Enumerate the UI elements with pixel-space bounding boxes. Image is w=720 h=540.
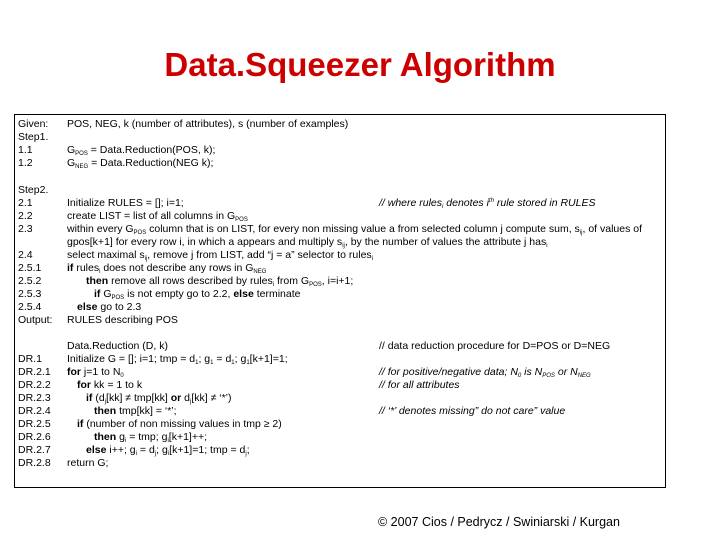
label-given: Given:	[18, 118, 49, 130]
step-2-3-text-cont: gpos[k+1] for every row i, in which a appears and multiply $s_{ij}$, by the number of values the attribute j has$_i$	[67, 236, 548, 249]
label-2-4: 2.4	[18, 249, 33, 261]
given-text: POS, NEG, k (number of attributes), s (number of examples)	[67, 118, 349, 130]
label-step2: Step2.	[18, 184, 49, 196]
label-2-5-4: 2.5.4	[18, 301, 42, 313]
step-2-2-text: create LIST = list of all columns in $G_{POS}$	[67, 210, 248, 223]
label-2-5-3: 2.5.3	[18, 288, 42, 300]
dr2-7-text: then $g_i$ = tmp; $g_i[k+1]++$;	[94, 431, 208, 444]
label-1-1: 1.1	[18, 144, 33, 156]
label-2-5-1: 2.5.1	[18, 262, 42, 274]
label-2-2: 2.2	[18, 210, 33, 222]
dr2-2-text: for j=1 to $N_0$	[67, 366, 124, 379]
dr2-3-comment: // for all attributes	[379, 379, 460, 391]
label-dr2-8: DR.2.8	[18, 457, 51, 469]
step-2-5-4-text: else go to 2.3	[77, 301, 142, 313]
step-2-5-1-text: if rules$_i$ does not describe any rows in $G_{NEG}$	[67, 262, 267, 275]
dr2-4-text: if ($d_j[kk] \ne tmp[kk]$ or $d_j[kk]$ ≠ ‘*’)	[86, 392, 232, 405]
label-step1: Step1.	[18, 131, 49, 143]
slide-title: Data.Squeezer Algorithm	[164, 46, 556, 83]
label-dr2-2: DR.2.2	[18, 379, 51, 391]
step-1-1-text: $G_{POS}$ = Data.Reduction(POS, k);	[67, 144, 216, 157]
label-dr2-4: DR.2.4	[18, 405, 51, 417]
dr2-1-text: Initialize G = []; i=1; tmp = $d_1$; $g_1 = d_1$; $g_1[k+1]=1$;	[67, 353, 288, 366]
step-2-1-text: Initialize RULES = []; i=1;	[67, 197, 184, 209]
label-2-1: 2.1	[18, 197, 33, 209]
dr1-text: Data.Reduction (D, k)	[67, 340, 168, 352]
dr1-comment: // data reduction procedure for D=POS or D=NEG	[379, 340, 611, 352]
dr2-9-text: return G;	[67, 457, 109, 469]
dr2-5-comment: // ‘*’ denotes missing” do not care” value	[379, 405, 566, 417]
output-text: RULES describing POS	[67, 314, 178, 326]
label-dr2-5: DR.2.5	[18, 418, 51, 430]
step-2-1-comment: // where rules$_i$ denotes $i^{th}$ rule stored in RULES	[379, 197, 596, 210]
label-dr2-3: DR.2.3	[18, 392, 51, 404]
copyright-footer: © 2007 Cios / Pedrycz / Swiniarski / Kurgan	[378, 515, 620, 529]
label-2-5-2: 2.5.2	[18, 275, 42, 287]
label-dr2-6: DR.2.6	[18, 431, 51, 443]
label-2-3: 2.3	[18, 223, 33, 235]
step-2-3-text: within every $G_{POS}$ column that is on LIST, for every non missing value a from selected column j compute sum, $s_{ij}$, of values of	[67, 223, 643, 236]
dr2-8-text: else i++; $g_i = d_j$; $g_i[k+1]=1$; tmp = $d_j$;	[86, 444, 250, 457]
dr2-6-text: if (number of non missing values in tmp ≥ 2)	[77, 418, 282, 430]
step-2-4-text: select maximal $s_{ij}$, remove j from LIST, add “j = a” selector to rules$_i$	[67, 249, 374, 262]
dr2-2-comment: // for positive/negative data; $N_0$ is $N_{POS}$ or $N_{NEG}$	[379, 366, 591, 379]
label-dr2-7: DR.2.7	[18, 444, 51, 456]
label-1-2: 1.2	[18, 157, 33, 169]
dr2-3-text: for kk = 1 to k	[77, 379, 143, 391]
label-dr2-1: DR.2.1	[18, 366, 51, 378]
step-2-5-3-text: if $G_{POS}$ is not empty go to 2.2, else terminate	[94, 288, 301, 301]
step-1-2-text: $G_{NEG}$ = Data.Reduction(NEG k);	[67, 157, 214, 170]
dr2-5-text: then tmp[kk] = ‘*’;	[94, 405, 177, 417]
label-dr1: DR.1	[18, 353, 42, 365]
step-2-5-2-text: then remove all rows described by rules$_i$ from $G_{POS}$, i=i+1;	[86, 275, 354, 288]
label-output: Output:	[18, 314, 53, 326]
